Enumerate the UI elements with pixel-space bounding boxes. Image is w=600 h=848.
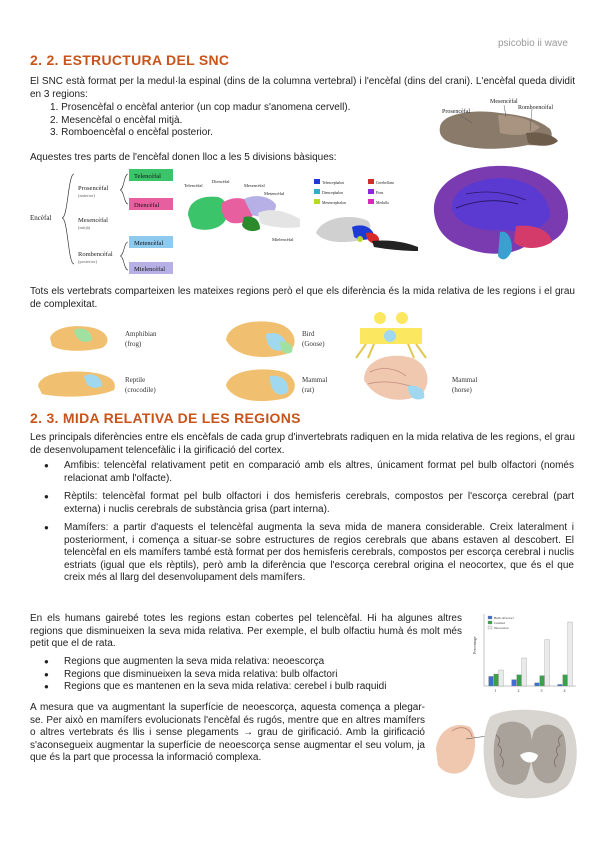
chart-ylabel: Percentage bbox=[472, 636, 477, 654]
chart-legend-label: Neocortex bbox=[494, 626, 509, 630]
animal-sub: (rat) bbox=[302, 386, 315, 394]
region-item: 2. Mesencèfal o encèfal mitjà. bbox=[50, 114, 183, 126]
sagittal-figure bbox=[312, 175, 420, 255]
animal-name: Bird bbox=[302, 330, 315, 338]
tree-group-label: Prosencèfal bbox=[78, 185, 109, 192]
animal-name: Mammal bbox=[452, 376, 478, 384]
section-title-structure: 2. 2. ESTRUCTURA DEL SNC bbox=[30, 52, 230, 68]
intro-paragraph: El SNC està format per la medul·la espinal (dins de la columna vertebral) i l'encèfal (dins del crani). L'encèfal queda dividit en 3 regions: bbox=[30, 76, 575, 100]
sagittal-brain-drawing bbox=[312, 213, 420, 255]
tree-child-metencephalon: Metencèfal bbox=[134, 240, 164, 247]
animal-brains-figure bbox=[30, 310, 575, 406]
colored-brain-schematic bbox=[182, 175, 307, 247]
region-legend bbox=[312, 175, 420, 215]
bullet-item: ● Rèptils: telencèfal format pel bulb olfactori i dos hemisferis cerebrals, compostos per l'escorça cerebral (part externa) i nuclis cerebrals de substància grisa (part interna). bbox=[44, 491, 574, 516]
chart-bar bbox=[563, 675, 568, 686]
legend-label: Cerebellum bbox=[376, 181, 394, 185]
fig-label-rhombencephalon: Romboencèfal bbox=[518, 105, 553, 111]
lateral-brain-figure bbox=[426, 160, 576, 270]
bullet-item: ● Mamífers: a partir d'aquests el telencèfal augmenta la seva mida de manera considerable. Creix lateralment i posteriorment, i comença a situar-se sobre estructures de regios cerebrals que abans estaven al descobert. El telencèfal en els mamífers també està format per dos hemisferis cerebrals, compostos per escorça cerebral i nuclis estriats (igual que els rèptils), però amb la diferència que l'escorça cerebral origina el neocortex, que és el que creix més al llarg del desenvolupament dels mamífers. bbox=[44, 522, 574, 585]
chart-legend-label: Cerebel bbox=[494, 621, 505, 625]
chart-bar bbox=[517, 675, 522, 686]
animal-sub: (Goose) bbox=[302, 340, 325, 348]
legend-label: Diencephalon bbox=[322, 191, 344, 195]
bullet-item: ● Amfibis: telencèfal relativament petit en comparació amb els altres, únicament format pel bulb olfactori (només relacionat amb l'olfacte). bbox=[44, 460, 574, 485]
tree-group-sub: (posterior) bbox=[78, 259, 97, 264]
fig-label-mesencephalon: Mesencèfal bbox=[490, 99, 518, 105]
tree-child-diencephalon: Diencèfal bbox=[134, 202, 160, 209]
animal-sub: (crocodile) bbox=[125, 386, 156, 394]
chart-bar bbox=[545, 640, 550, 686]
legend-label: Medulla bbox=[376, 201, 389, 205]
tree-group-label: Rombencèfal bbox=[78, 251, 113, 258]
human-paragraph: En els humans gairebé totes les regions estan cobertes pel telencèfal. Hi ha algunes altres regions que disminueixen la seva mida relativa. Per exemple, el bulb olfactiu humà és molt més petit que el de rata. bbox=[30, 613, 462, 649]
tree-group-sub: (anterior) bbox=[78, 193, 95, 198]
header-label: psicobio ii wave bbox=[497, 38, 568, 49]
divisions-paragraph: Aquestes tres parts de l'encèfal donen lloc a les 5 divisions bàsiques: bbox=[30, 152, 337, 163]
schematic-label: Mielencèfal bbox=[272, 237, 294, 242]
chart-tick-label: 3 bbox=[540, 688, 543, 693]
tree-child-myelencephalon: Mielencèfal bbox=[134, 266, 166, 273]
section-title-relative-size: 2. 3. MIDA RELATIVA DE LES REGIONS bbox=[30, 410, 301, 426]
schematic-label: Telencèfal bbox=[184, 183, 203, 188]
legend-label: Pons bbox=[376, 191, 384, 195]
chart-bar bbox=[535, 683, 540, 686]
chart-bar bbox=[568, 622, 573, 686]
final-paragraph: A mesura que va augmentant la superfície de neoescorça, aquesta comença a plegar-se. Per això en mamífers evolucionats l'encèfal és rugós, mentre que en altres mamífers o altres vertebrats és llis i sense plegaments → grau de girificació. Amb la girificació s'aconsegueix augmentar la superfície de neoescorça sense augmentar el seu volum, ja que és la part que processa la informació complexa. bbox=[30, 702, 425, 763]
chart-bar bbox=[558, 684, 563, 686]
brain-divisions-tree bbox=[28, 168, 178, 276]
chart-bar bbox=[489, 676, 494, 686]
regions-list bbox=[50, 102, 410, 140]
tree-child-telencephalon: Telencèfal bbox=[134, 173, 161, 180]
three-regions-brain-figure bbox=[420, 95, 575, 157]
animal-sub: (frog) bbox=[125, 340, 142, 348]
regions-size-bullets bbox=[44, 656, 444, 694]
chart-bar bbox=[499, 670, 504, 686]
region-item: 3. Romboencèfal o encèfal posterior. bbox=[50, 127, 213, 138]
legend-label: Telencephalon bbox=[322, 181, 345, 185]
vertebrate-bullets bbox=[44, 460, 574, 591]
chart-legend-swatch bbox=[488, 616, 492, 619]
animal-sub: (horse) bbox=[452, 386, 472, 394]
tree-group-sub: (mitjà) bbox=[78, 225, 91, 230]
bullet-item: ● Regions que augmenten la seva mida relativa: neoescorça bbox=[44, 656, 444, 669]
tree-group-label: Mesencèfal bbox=[78, 217, 108, 224]
legend-label: Mesencephalon bbox=[322, 201, 346, 205]
chart-bar bbox=[540, 676, 545, 686]
fig-label-prosencephalon: Prosencèfal bbox=[442, 109, 470, 115]
chart-bar bbox=[522, 658, 527, 686]
chart-tick-label: 4 bbox=[563, 688, 566, 693]
section2-intro: Les principals diferències entre els encèfals de cada grup d'invertebrats radiquen en la mida relativa de les regions, el grau de desenvolupament telencefàlic i la girificació del cortex. bbox=[30, 432, 575, 456]
chart-tick-label: 1 bbox=[494, 688, 497, 693]
tree-root: Encèfal bbox=[30, 214, 52, 222]
chart-bar bbox=[494, 674, 499, 686]
bullet-item: ● Regions que es mantenen en la seva mida relativa: cerebel i bulb raquidi bbox=[44, 681, 444, 694]
schematic-label: Diencèfal bbox=[212, 179, 230, 184]
bullet-item: ● Regions que disminueixen la seva mida relativa: bulb olfactori bbox=[44, 669, 444, 682]
relative-size-bar-chart bbox=[470, 608, 580, 696]
chart-tick-label: 2 bbox=[517, 688, 520, 693]
animal-name: Mammal bbox=[302, 376, 328, 384]
chart-legend-swatch bbox=[488, 621, 492, 624]
animal-name: Amphibian bbox=[125, 330, 157, 338]
chart-legend-label: Bulb olfactori bbox=[494, 616, 514, 620]
schematic-label: Metencèfal bbox=[264, 191, 285, 196]
region-item: 1. Prosencèfal o encèfal anterior (un cop madur s'anomena cervell). bbox=[50, 102, 351, 113]
compare-paragraph: Tots els vertebrats comparteixen les mateixes regions però el que els diferència és la mida relativa de les regions i el grau de complexitat. bbox=[30, 286, 575, 310]
schematic-label: Mesencèfal bbox=[244, 183, 265, 188]
chart-legend-swatch bbox=[488, 626, 492, 629]
chart-bar bbox=[512, 680, 517, 686]
animal-name: Reptile bbox=[125, 376, 146, 384]
coronal-brain-figure bbox=[430, 705, 580, 805]
